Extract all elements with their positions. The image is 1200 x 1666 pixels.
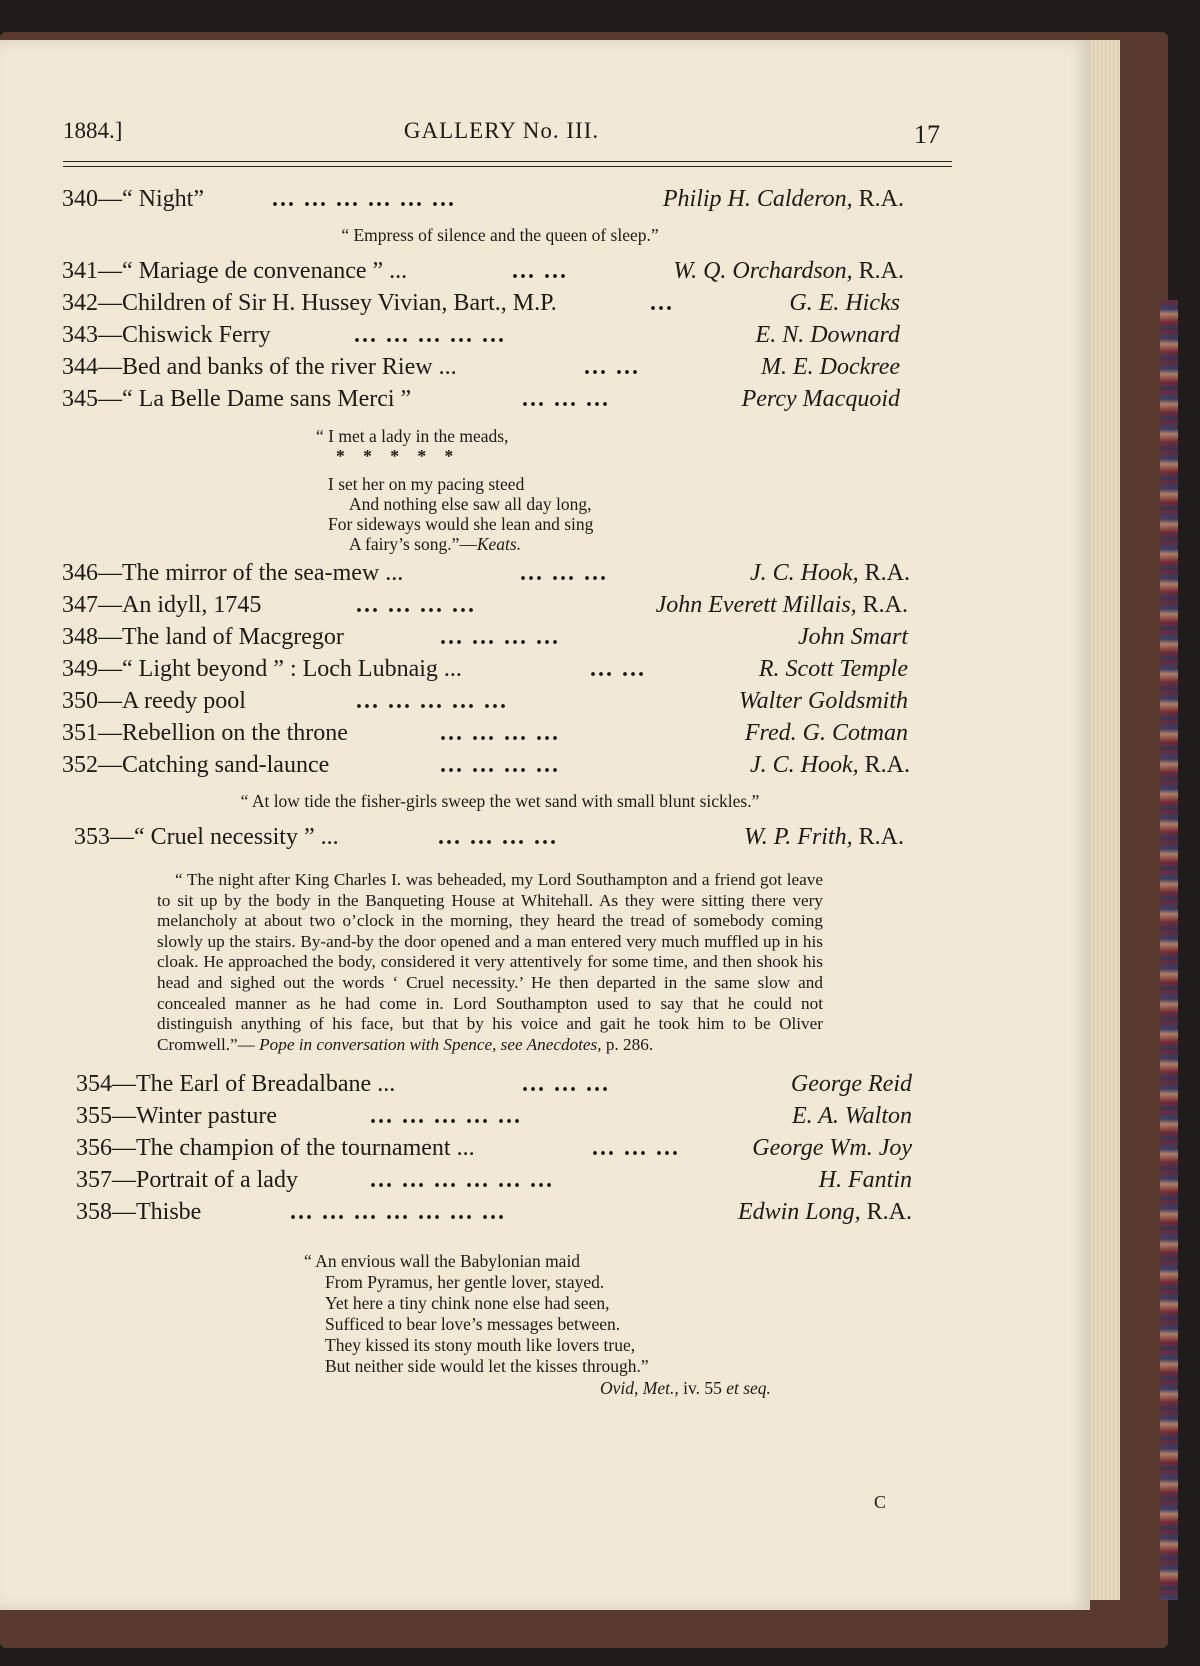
artist-name: John Smart [798, 624, 908, 650]
attribution-work: Ovid, Met., [600, 1378, 679, 1399]
entry-row [0, 1167, 1090, 1199]
entry-artist [791, 1071, 912, 1098]
entry-row [0, 1103, 1090, 1135]
entry-artist [750, 560, 910, 587]
leader-dots: ... ... ... ... [438, 824, 558, 850]
entry-title: 340—“ Night” [62, 186, 204, 212]
entry-artist [744, 824, 904, 851]
verse-line: They kissed its stony mouth like lovers true, [325, 1335, 636, 1356]
entry-row [0, 688, 1090, 720]
entry-title: 351—Rebellion on the throne [62, 720, 348, 746]
verse-line: “ I met a lady in the meads, [316, 426, 509, 446]
entry-row [0, 258, 1090, 290]
prose-353 [157, 870, 823, 1055]
entry-title: 352—Catching sand-launce [62, 752, 330, 778]
verse-line-text: A fairy’s song.”— [349, 534, 477, 554]
artist-name: Edwin Long, [737, 1199, 861, 1226]
artist-honour: R.A. [862, 592, 908, 618]
artist-name: G. E. Hicks [789, 290, 900, 316]
verse-line: “ An envious wall the Babylonian maid [304, 1251, 581, 1272]
artist-name: Walter Goldsmith [738, 688, 908, 714]
verse-line: For sideways would she lean and sing [328, 514, 594, 534]
entry-artist [789, 290, 900, 317]
artist-honour: R.A. [864, 752, 910, 778]
verse-attribution: Keats. [476, 534, 522, 554]
leader-dots: ... [650, 290, 674, 316]
entry-artist [759, 656, 908, 683]
entry-row [0, 1135, 1090, 1167]
artist-honour: R.A. [858, 258, 904, 284]
entry-artist [663, 186, 904, 213]
entry-artist [738, 1199, 912, 1226]
leader-dots: ... ... ... ... [440, 752, 560, 778]
artist-name: E. N. Downard [755, 322, 900, 348]
entry-title: 356—The champion of the tournament ... [76, 1135, 475, 1162]
entry-row [0, 592, 1090, 624]
entry-artist [656, 592, 908, 619]
artist-honour: R.A. [864, 560, 910, 586]
verse-line: And nothing else saw all day long, [349, 494, 592, 514]
entry-row [0, 386, 1090, 418]
leader-dots: ... ... ... [522, 1071, 610, 1098]
verse-stars: * * * * * [336, 446, 454, 466]
entry-artist [761, 354, 900, 381]
artist-name: H. Fantin [818, 1167, 912, 1194]
leader-dots: ... ... ... ... ... [354, 322, 506, 348]
verse-line: Sufficed to bear love’s messages between. [325, 1314, 621, 1335]
entry-row [0, 1071, 1090, 1103]
entry-artist [792, 1103, 912, 1130]
verse-345 [0, 426, 1090, 554]
entry-title: 342—Children of Sir H. Hussey Vivian, Bart., M.P. [62, 290, 557, 316]
entry-artist [798, 624, 908, 651]
entry-row [0, 656, 1090, 688]
entry-title: 348—The land of Macgregor [62, 624, 344, 650]
entry-artist [752, 1135, 912, 1162]
book-page [0, 40, 1090, 1610]
header-title: GALLERY No. III. [403, 118, 600, 143]
attribution-ref: iv. 55 [683, 1378, 722, 1399]
artist-name: Fred. G. Cotman [744, 720, 908, 746]
leader-dots: ... ... [512, 258, 568, 284]
leader-dots: ... ... ... ... ... ... [272, 186, 456, 212]
leader-dots: ... ... [590, 656, 646, 682]
artist-name: Philip H. Calderon, [662, 186, 853, 212]
leader-dots: ... ... ... ... [356, 592, 476, 618]
artist-honour: R.A. [866, 1199, 912, 1226]
entry-row [0, 290, 1090, 322]
artist-name: W. Q. Orchardson, [673, 258, 853, 284]
artist-name: R. Scott Temple [758, 656, 908, 682]
verse-attribution [600, 1378, 771, 1400]
quote-340: “ Empress of silence and the queen of sleep.” [341, 225, 659, 245]
entry-title: 355—Winter pasture [76, 1103, 277, 1130]
entry-artist [739, 688, 908, 715]
leader-dots: ... ... ... [522, 386, 610, 412]
entry-title: 346—The mirror of the sea-mew ... [62, 560, 404, 586]
verse-line: Yet here a tiny chink none else had seen, [325, 1293, 610, 1314]
verse-line: From Pyramus, her gentle lover, stayed. [325, 1272, 605, 1293]
entry-row [0, 354, 1090, 386]
signature-mark: C [874, 1492, 887, 1512]
entry-artist [750, 752, 910, 779]
leader-dots: ... ... ... [520, 560, 608, 586]
entry-artist [742, 386, 900, 413]
verse-line: But neither side would let the kisses through.” [325, 1356, 649, 1377]
entry-row [0, 720, 1090, 752]
entry-row [0, 1199, 1090, 1231]
entry-title: 345—“ La Belle Dame sans Merci ” [62, 386, 412, 412]
leader-dots: ... ... ... ... ... ... ... [290, 1199, 506, 1226]
artist-name: Percy Macquoid [741, 386, 900, 412]
entry-row [0, 824, 1090, 856]
page-number: 17 [914, 120, 940, 149]
catalogue-entries [0, 186, 1090, 1401]
entry-title: 343—Chiswick Ferry [62, 322, 271, 348]
artist-honour: R.A. [858, 186, 904, 212]
artist-name: M. E. Dockree [760, 354, 900, 380]
artist-name: John Everett Millais, [655, 592, 857, 618]
artist-name: J. C. Hook, [750, 560, 859, 586]
entry-row [0, 560, 1090, 592]
entry-title: 341—“ Mariage de convenance ” ... [62, 258, 408, 284]
marbled-edge [1160, 300, 1178, 1600]
entry-row [0, 322, 1090, 354]
header-year: 1884.] [63, 118, 123, 143]
entry-artist [756, 322, 900, 349]
leader-dots: ... ... ... ... ... ... [370, 1167, 554, 1194]
entry-row [0, 624, 1090, 656]
entry-title: 357—Portrait of a lady [76, 1167, 298, 1194]
entry-title: 349—“ Light beyond ” : Loch Lubnaig ... [62, 656, 462, 682]
entry-title: 344—Bed and banks of the river Riew ... [62, 354, 457, 380]
entry-title: 347—An idyll, 1745 [62, 592, 262, 618]
entry-artist [673, 258, 904, 285]
leader-dots: ... ... ... ... ... [356, 688, 508, 714]
prose-source: Pope in conversation with Spence, see Anecdotes, [259, 1034, 602, 1054]
running-header [63, 118, 940, 158]
leader-dots: ... ... ... [592, 1135, 680, 1162]
leader-dots: ... ... ... ... [440, 720, 560, 746]
verse-line: I set her on my pacing steed [328, 474, 525, 494]
prose-text: “ The night after King Charles I. was beheaded, my Lord Southampton and a friend got leave to sit up by the body in the Banqueting House at Whitehall. As they were sitting there very melancholy at about two o’clock in the morning, they heard the tread of somebody coming slowly up the stairs. By-and-by the door opened and a man entered very much muffled up in his cloak. He approached the body, considered it very attentively for some time, and then shook his head and sighed out the words ‘ Cruel necessity.’ He then departed in the same slow and concealed manner as he had come in. Lord Southampton used to say that he could not distinguish anything of his face, but that by his voice and gait he took him to be Oliver Cromwell.”— [157, 870, 823, 1054]
verse-358 [0, 1251, 1090, 1401]
entry-title: 350—A reedy pool [62, 688, 246, 714]
entry-row [0, 186, 1090, 218]
entry-title: 358—Thisbe [76, 1199, 202, 1226]
quote-352: “ At low tide the fisher-girls sweep the wet sand with small blunt sickles.” [240, 791, 760, 811]
verse-line [349, 534, 521, 556]
artist-name: W. P. Frith, [743, 824, 853, 850]
entry-artist [745, 720, 908, 747]
entry-title: 354—The Earl of Breadalbane ... [76, 1071, 396, 1098]
prose-page: p. 286. [605, 1034, 654, 1054]
artist-name: E. A. Walton [791, 1103, 912, 1130]
artist-name: J. C. Hook, [750, 752, 859, 778]
entry-row [0, 752, 1090, 784]
leader-dots: ... ... ... ... [440, 624, 560, 650]
leader-dots: ... ... [584, 354, 640, 380]
entry-title: 353—“ Cruel necessity ” ... [74, 824, 339, 850]
attribution-seq: et seq. [726, 1378, 771, 1399]
artist-honour: R.A. [858, 824, 904, 850]
leader-dots: ... ... ... ... ... [370, 1103, 522, 1130]
artist-name: George Wm. Joy [752, 1135, 912, 1162]
header-rule [63, 161, 952, 167]
artist-name: George Reid [790, 1071, 912, 1098]
entry-artist [819, 1167, 912, 1194]
